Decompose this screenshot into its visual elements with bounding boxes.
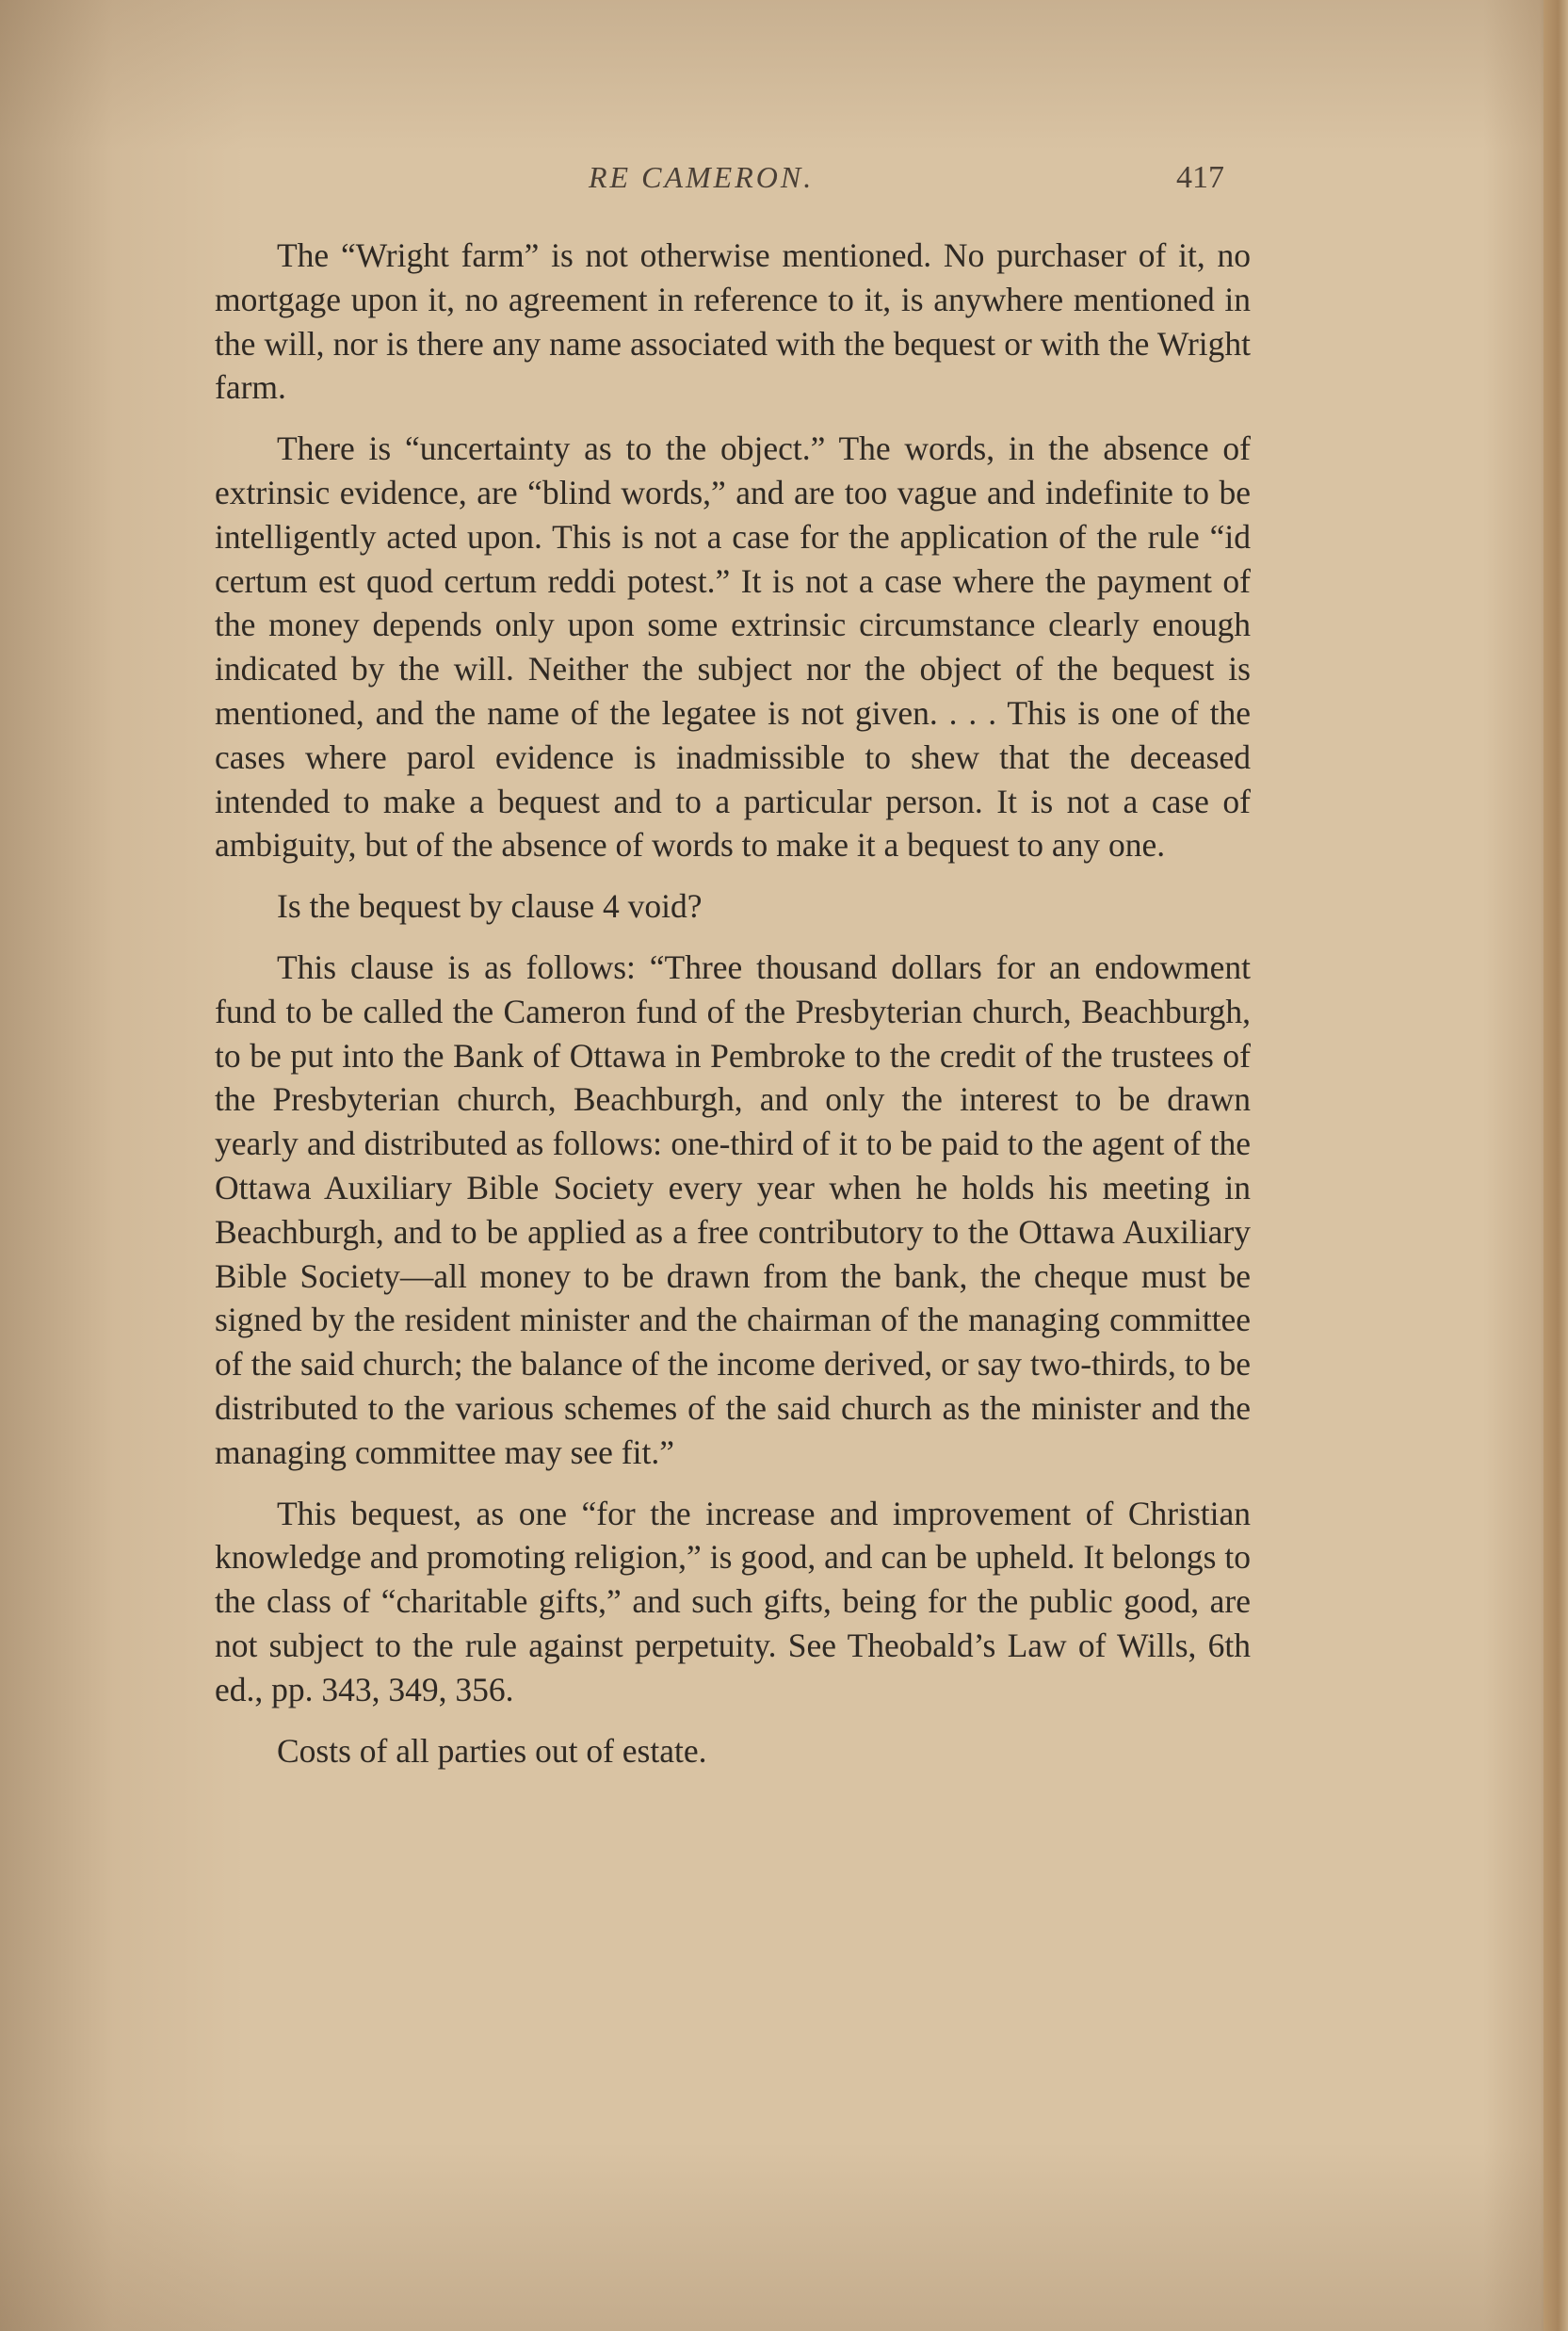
page-edge	[1544, 0, 1568, 2331]
paragraph-wright-farm: The “Wright farm” is not otherwise mentioned. No purchaser of it, no mortgage upon it, no agreement in reference to it, is anywhere mentioned in the will, nor is there any name associated with the bequest or with the Wright farm.	[215, 236, 1251, 407]
paragraph-costs: Costs of all parties out of estate.	[277, 1731, 707, 1770]
paragraph-clause-question: Is the bequest by clause 4 void?	[277, 887, 703, 926]
page-number: 417	[1176, 160, 1224, 195]
paragraph-bequest-good: This bequest, as one “for the increase and improvement of Christian knowledge and promoting religion,” is good, and can be upheld. It belongs to the class of “charitable gifts,” and such gifts, being for the public good, are not subject to the rule against perpetuity. See Theobald’s Law of Wills, 6th ed., pp. 343, 349, 356.	[215, 1494, 1251, 1708]
paragraph-clause-text: This clause is as follows: “Three thousand dollars for an endowment fund to be called the Cameron fund of the Presbyterian church, Beachburgh, to be put into the Bank of Ottawa in Pembroke to the credit of the trustees of the Presbyterian church, Beachburgh, and only the interest to be drawn yearly and distributed as follows: one-third of it to be paid to the agent of the Ottawa Auxiliary Bible Society every year when he holds his meeting in Beachburgh, and to be applied as a free contributory to the Ottawa Auxiliary Bible Society—all money to be drawn from the bank, the cheque must be signed by the resident minister and the chairman of the managing committee of the said church; the balance of the income derived, or say two-thirds, to be distributed to the various schemes of the said church as the minister and the managing committee may see fit.”	[215, 947, 1251, 1471]
running-title: RE CAMERON.	[589, 160, 815, 194]
page-header	[273, 160, 1262, 207]
body-text	[215, 234, 1251, 1789]
paragraph-uncertainty: There is “uncertainty as to the object.” The words, in the absence of extrinsic evidence, are “blind words,” and are too vague and indefinite to be intelligently acted upon. This is not a case for the application of the rule “id certum est quod certum reddi potest.” It is not a case where the payment of the money depends only upon some extrinsic circumstance clearly enough indicated by the will. Neither the subject nor the object of the bequest is mentioned, and the name of the legatee is not given. . . . This is one of the cases where parol evidence is inadmissible to shew that the deceased intended to make a bequest and to a particular person. It is not a case of ambiguity, but of the absence of words to make it a bequest to any one.	[215, 429, 1251, 865]
